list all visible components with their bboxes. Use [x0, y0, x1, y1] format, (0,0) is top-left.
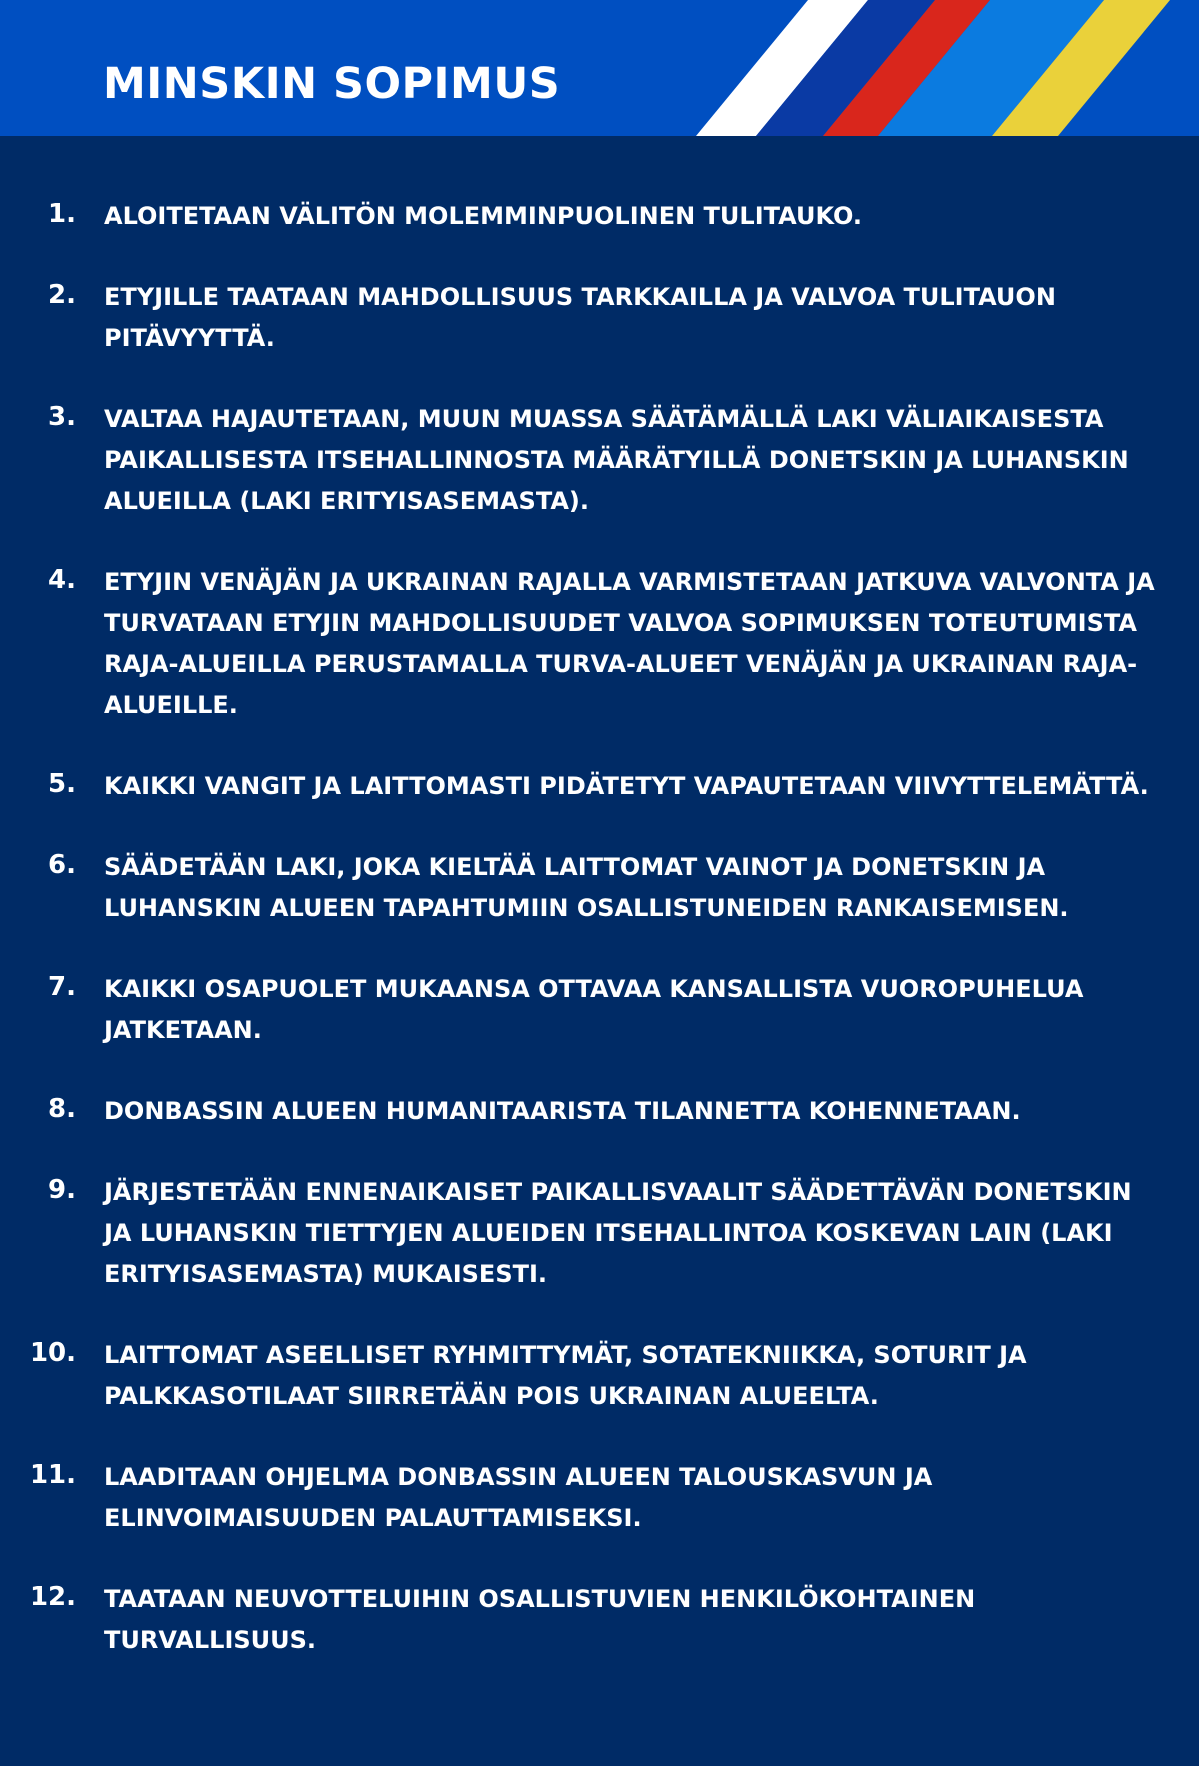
item-number: 5. [48, 769, 76, 799]
list-item [0, 1172, 1199, 1295]
item-number: 6. [48, 850, 76, 880]
item-text: LAITTOMAT ASEELLISET RYHMITTYMÄT, SOTATEKNIIKKA, SOTURIT JA PALKKASOTILAAT SIIRRETÄÄN POIS UKRAINAN ALUEELTA. [104, 1341, 1027, 1410]
page-title: MINSKIN SOPIMUS [103, 59, 561, 109]
item-number: 12. [29, 1582, 76, 1612]
item-number: 9. [48, 1175, 76, 1205]
header-banner [0, 0, 1199, 136]
list-item [0, 1335, 1199, 1417]
item-text: TAATAAN NEUVOTTELUIHIN OSALLISTUVIEN HENKILÖKOHTAINEN TURVALLISUUS. [104, 1585, 976, 1654]
list-item [0, 562, 1199, 726]
item-text: ALOITETAAN VÄLITÖN MOLEMMINPUOLINEN TULITAUKO. [104, 202, 862, 230]
list-item [0, 969, 1199, 1051]
item-number: 3. [48, 402, 76, 432]
list-item [0, 1579, 1199, 1661]
list-item [0, 1457, 1199, 1539]
list-item [0, 1091, 1199, 1132]
list-item [0, 766, 1199, 807]
item-text: ETYJIN VENÄJÄN JA UKRAINAN RAJALLA VARMISTETAAN JATKUVA VALVONTA JA TURVATAAN ETYJIN MAHDOLLISUUDET VALVOA SOPIMUKSEN TOTEUTUMISTA RAJA-ALUEILLA PERUSTAMALLA TURVA-ALUEET VENÄJÄN JA UKRAINAN RAJA-ALUEILLE. [104, 568, 1155, 719]
list-item [0, 277, 1199, 359]
item-text: KAIKKI VANGIT JA LAITTOMASTI PIDÄTETYT VAPAUTETAAN VIIVYTTELEMÄTTÄ. [104, 772, 1149, 800]
item-text: LAADITAAN OHJELMA DONBASSIN ALUEEN TALOUSKASVUN JA ELINVOIMAISUUDEN PALAUTTAMISEKSI. [104, 1463, 933, 1532]
item-number: 11. [29, 1460, 76, 1490]
item-number: 1. [48, 199, 76, 229]
item-number: 7. [48, 972, 76, 1002]
item-text: VALTAA HAJAUTETAAN, MUUN MUASSA SÄÄTÄMÄLLÄ LAKI VÄLIAIKAISESTA PAIKALLISESTA ITSEHALLINNOSTA MÄÄRÄTYILLÄ DONETSKIN JA LUHANSKIN ALUEILLA (LAKI ERITYISASEMASTA). [104, 405, 1129, 515]
list-item [0, 847, 1199, 929]
item-text: DONBASSIN ALUEEN HUMANITAARISTA TILANNETTA KOHENNETAAN. [104, 1097, 1021, 1125]
item-text: SÄÄDETÄÄN LAKI, JOKA KIELTÄÄ LAITTOMAT VAINOT JA DONETSKIN JA LUHANSKIN ALUEEN TAPAHTUMIIN OSALLISTUNEIDEN RANKAISEMISEN. [104, 853, 1069, 922]
list-item [0, 196, 1199, 237]
item-number: 8. [48, 1094, 76, 1124]
item-text: ETYJILLE TAATAAN MAHDOLLISUUS TARKKAILLA JA VALVOA TULITAUON PITÄVYYTTÄ. [104, 283, 1056, 352]
item-text: JÄRJESTETÄÄN ENNENAIKAISET PAIKALLISVAALIT SÄÄDETTÄVÄN DONETSKIN JA LUHANSKIN TIETTYJEN ALUEIDEN ITSEHALLINTOA KOSKEVAN LAIN (LAKI ERITYISASEMASTA) MUKAISESTI. [104, 1178, 1132, 1288]
item-number: 10. [29, 1338, 76, 1368]
item-number: 4. [48, 565, 76, 595]
item-number: 2. [48, 280, 76, 310]
list-item [0, 399, 1199, 522]
item-text: KAIKKI OSAPUOLET MUKAANSA OTTAVAA KANSALLISTA VUOROPUHELUA JATKETAAN. [104, 975, 1084, 1044]
agreement-points-list [0, 196, 1199, 1701]
